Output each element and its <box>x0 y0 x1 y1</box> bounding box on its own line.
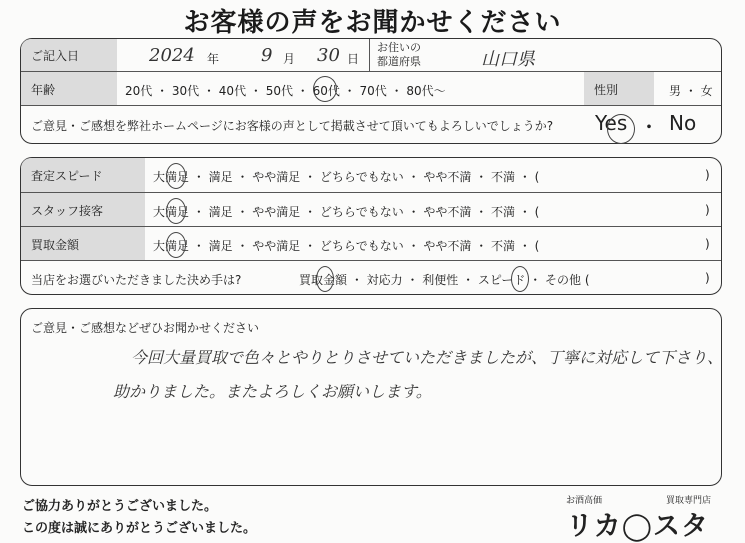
gender-options: 男 ・ 女 <box>669 84 713 98</box>
age-label: 年齢 <box>21 72 117 106</box>
consent-yes-circle <box>607 114 635 144</box>
decision-row <box>21 260 721 295</box>
consent-no: No <box>669 111 697 135</box>
rating-close: ) <box>705 237 710 251</box>
comments-line-1: 今回大量買取で色々とやりとりさせていただきましたが、丁寧に対応して下さり、 <box>131 348 724 367</box>
decision-options: 買取金額 ・ 対応力 ・ 利便性 ・ スピード ・ その他 ( <box>299 273 590 287</box>
form-title: お客様の声をお聞かせください <box>183 8 562 38</box>
decision-close: ) <box>705 271 710 285</box>
entry-day-unit: 日 <box>347 52 360 66</box>
logo-tag-left: お酒高価 <box>566 496 603 506</box>
entry-month: 9 <box>261 45 273 66</box>
comments-line-2: 助かりました。またよろしくお願いします。 <box>113 382 432 401</box>
rating-row <box>21 226 721 261</box>
prefecture-label: お住いの 都道府県 <box>377 41 421 68</box>
entry-year-unit: 年 <box>207 52 220 66</box>
footer-thanks-2: この度は誠にありがとうございました。 <box>22 521 257 536</box>
rating-selected-circle <box>166 163 186 189</box>
age-selected-circle <box>313 76 337 102</box>
decision-selected-circle <box>316 266 334 292</box>
decision-question: 当店をお選びいただきました決め手は? <box>31 273 242 287</box>
info-box <box>20 38 722 144</box>
consent-question: ご意見・ご感想を弊社ホームページにお客様の声として掲載させて頂いてもよろしいでしょうか? <box>31 119 554 133</box>
rating-selected-circle <box>166 232 186 258</box>
entry-month-unit: 月 <box>283 52 296 66</box>
age-row <box>21 71 721 106</box>
rating-options: 大満足 ・ 満足 ・ やや満足 ・ どちらでもない ・ やや不満 ・ 不満 ・ ( <box>153 239 540 253</box>
rating-options: 大満足 ・ 満足 ・ やや満足 ・ どちらでもない ・ やや不満 ・ 不満 ・ ( <box>153 170 540 184</box>
ratings-box <box>20 157 722 295</box>
rating-options: 大満足 ・ 満足 ・ やや満足 ・ どちらでもない ・ やや不満 ・ 不満 ・ ( <box>153 205 540 219</box>
consent-row <box>21 105 721 144</box>
rating-label: 買取金額 <box>21 227 145 261</box>
logo-tag-right: 買取専門店 <box>666 496 712 506</box>
rating-label: 査定スピード <box>21 158 145 192</box>
entry-date-label: ご記入日 <box>21 39 117 71</box>
rating-row <box>21 158 721 192</box>
consent-dot: ・ <box>639 115 659 139</box>
rating-selected-circle <box>166 198 186 224</box>
divider <box>369 39 370 71</box>
entry-day: 30 <box>317 45 340 66</box>
comments-label: ご意見・ご感想などぜひお聞かせください <box>31 321 260 335</box>
age-options: 20代 ・ 30代 ・ 40代 ・ 50代 ・ 60代 ・ 70代 ・ 80代～ <box>125 84 446 98</box>
rating-close: ) <box>705 203 710 217</box>
brand-logo: リカ◯スタ <box>566 511 709 542</box>
comments-box <box>20 308 722 486</box>
rating-label: スタッフ接客 <box>21 193 145 227</box>
decision-selected-circle <box>511 266 529 292</box>
rating-close: ) <box>705 168 710 182</box>
footer-thanks-1: ご協力ありがとうございました。 <box>22 499 218 514</box>
consent-yes: Yes <box>595 111 628 135</box>
entry-year: 2024 <box>149 45 195 66</box>
gender-label: 性別 <box>584 72 654 106</box>
rating-row <box>21 192 721 227</box>
prefecture-value: 山口県 <box>481 49 535 70</box>
